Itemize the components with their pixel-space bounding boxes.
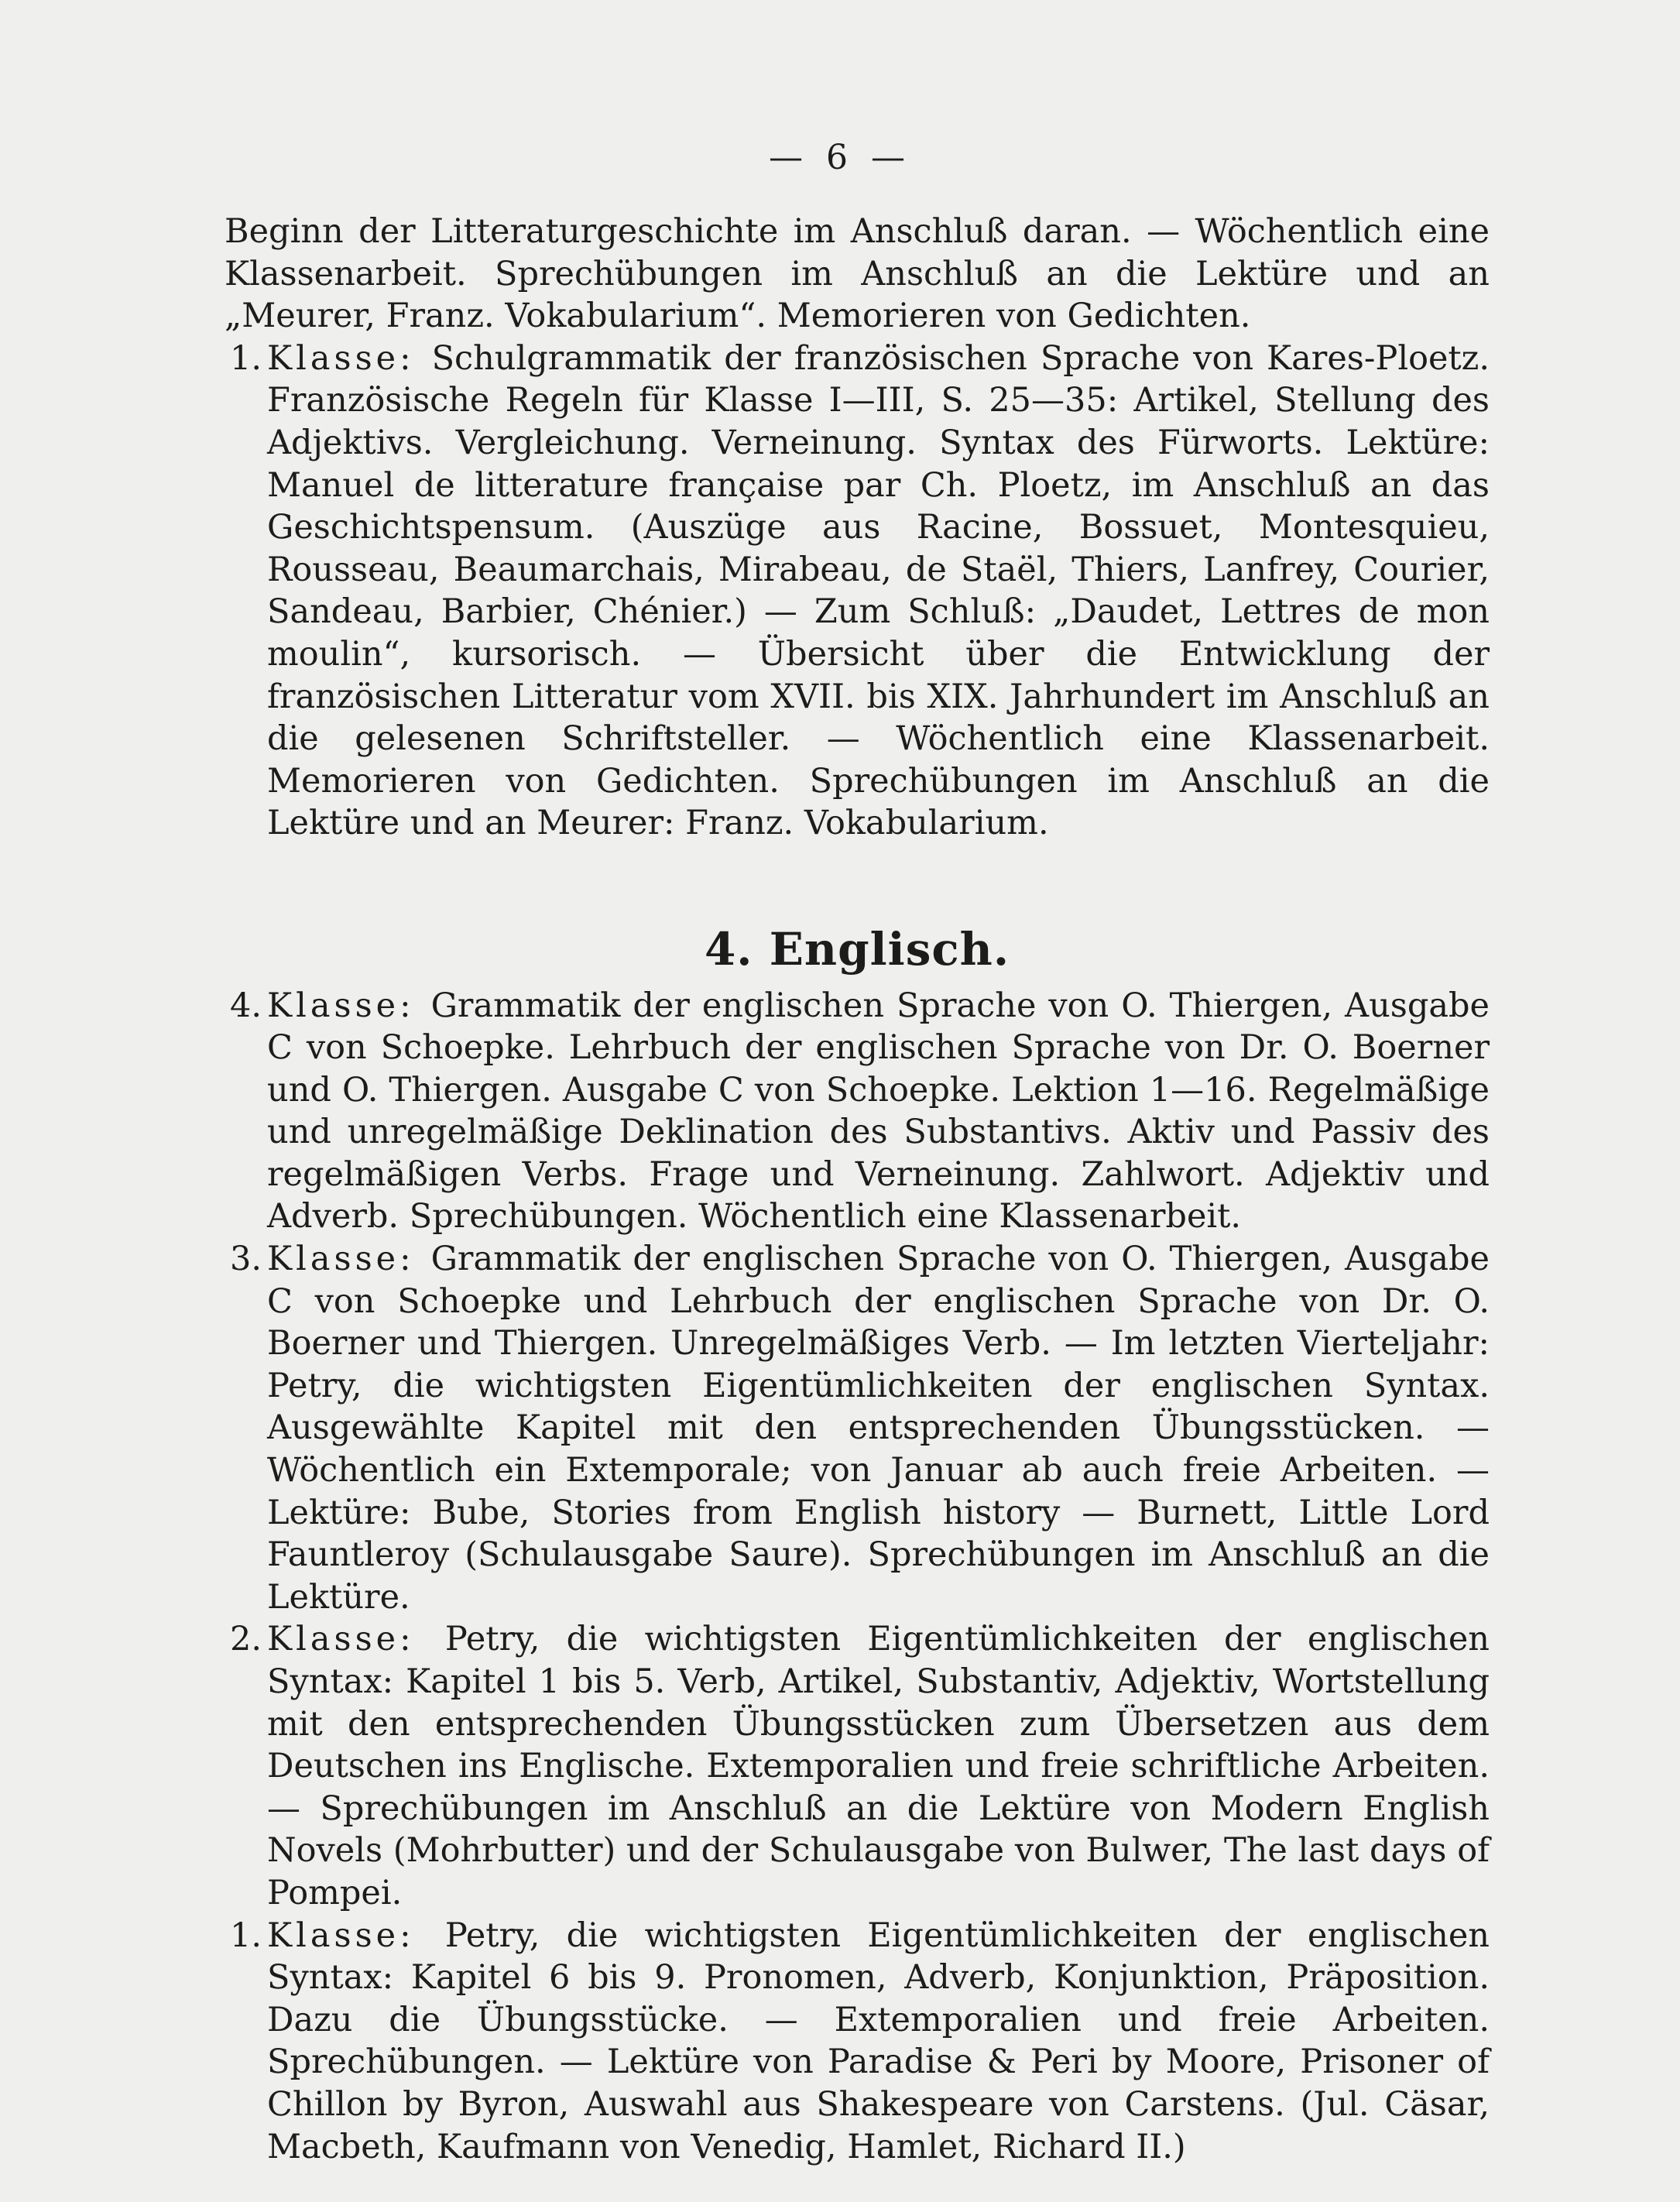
entry-number: 2. [229,1620,262,1659]
french-continuation-paragraph: Beginn der Litteraturgeschichte im Anschluß daran. — Wöchentlich eine Klassenarbeit. Sprechübungen im Anschluß an die Lektüre und an „Meurer, Franz. Vokabularium“. Memorieren von Gedichten. [225,212,1490,336]
klasse-label: Klasse: [267,1620,445,1659]
english-class-4-entry [225,985,1490,1239]
section-heading-englisch: 4. Englisch. [704,922,1010,976]
english-class-1-entry [225,1915,1490,2169]
page-content [225,211,1490,2168]
entry-text: Petry, die wichtigsten Eigentümlichkeiten der englischen Syntax: Kapitel 1 bis 5. Verb, Artikel, Substantiv, Adjektiv, Wortstellung mit den entsprechenden Übungsstücken zum Übersetzen aus dem Deutschen ins Englische. Extemporalien und freie schriftliche Arbeiten. — Sprechübungen im Anschluß an die Lektüre von Modern English Novels (Mohrbutter) und der Schulausgabe von Bulwer, The last days of Pompei. [267,1620,1490,1912]
entry-text: Schulgrammatik der französischen Sprache von Kares-Ploetz. Französische Regeln für Klasse I—III, S. 25—35: Artikel, Stellung des Adjektivs. Vergleichung. Verneinung. Syntax des Fürworts. Lektüre: Manuel de litterature française par Ch. Ploetz, im Anschluß an das Geschichtspensum. (Auszüge aus Racine, Bossuet, Montesquieu, Rousseau, Beaumarchais, Mirabeau, de Staël, Thiers, Lanfrey, Courier, Sandeau, Barbier, Chénier.) — Zum Schluß: „Daudet, Lettres de mon moulin“, kursorisch. — Übersicht über die Entwicklung der französischen Litteratur vom XVII. bis XIX. Jahrhundert im Anschluß an die gelesenen Schriftsteller. — Wöchentlich eine Klassenarbeit. Memorieren von Gedichten. Sprechübungen im Anschluß an die Lektüre und an Meurer: Franz. Vokabularium. [267,338,1490,843]
english-class-3-entry [225,1238,1490,1618]
entry-text: Petry, die wichtigsten Eigentümlichkeiten der englischen Syntax: Kapitel 6 bis 9. Pronomen, Adverb, Konjunktion, Präposition. Dazu die Übungsstücke. — Extemporalien und freie Arbeiten. Sprechübungen. — Lektüre von Paradise & Peri by Moore, Prisoner of Chillon by Byron, Auswahl aus Shakespeare von Carstens. (Jul. Cäsar, Macbeth, Kaufmann von Venedig, Hamlet, Richard II.) [267,1916,1490,2166]
entry-number: 3. [229,1240,262,1279]
entry-number: 1. [229,1916,262,1955]
page-number: — 6 — [769,138,911,177]
klasse-label: Klasse: [267,1916,445,1955]
entry-text: Grammatik der englischen Sprache von O. Thiergen, Ausgabe C von Schoepke. Lehrbuch der englischen Sprache von Dr. O. Boerner und O. Thiergen. Ausgabe C von Schoepke. Lektion 1—16. Regelmäßige und unregelmäßige Deklination des Substantivs. Aktiv und Passiv des regelmäßigen Verbs. Frage und Verneinung. Zahlwort. Adjektiv und Adverb. Sprechübungen. Wöchentlich eine Klassenarbeit. [267,986,1490,1236]
entry-number: 1. [229,338,262,378]
klasse-label: Klasse: [267,986,431,1025]
english-class-2-entry [225,1618,1490,1914]
klasse-label: Klasse: [267,1240,431,1279]
klasse-label: Klasse: [267,338,432,378]
entry-text: Grammatik der englischen Sprache von O. Thiergen, Ausgabe C von Schoepke und Lehrbuch der englischen Sprache von Dr. O. Boerner und Thiergen. Unregelmäßiges Verb. — Im letzten Vierteljahr: Petry, die wichtigsten Eigentümlichkeiten der englischen Syntax. Ausgewählte Kapitel mit den entsprechenden Übungsstücken. — Wöchentlich ein Extemporale; von Januar ab auch freie Arbeiten. — Lektüre: Bube, Stories from English history — Burnett, Little Lord Fauntleroy (Schulausgabe Saure). Sprechübungen im Anschluß an die Lektüre. [267,1240,1490,1617]
french-class-1-entry [225,338,1490,845]
entry-number: 4. [229,986,262,1025]
